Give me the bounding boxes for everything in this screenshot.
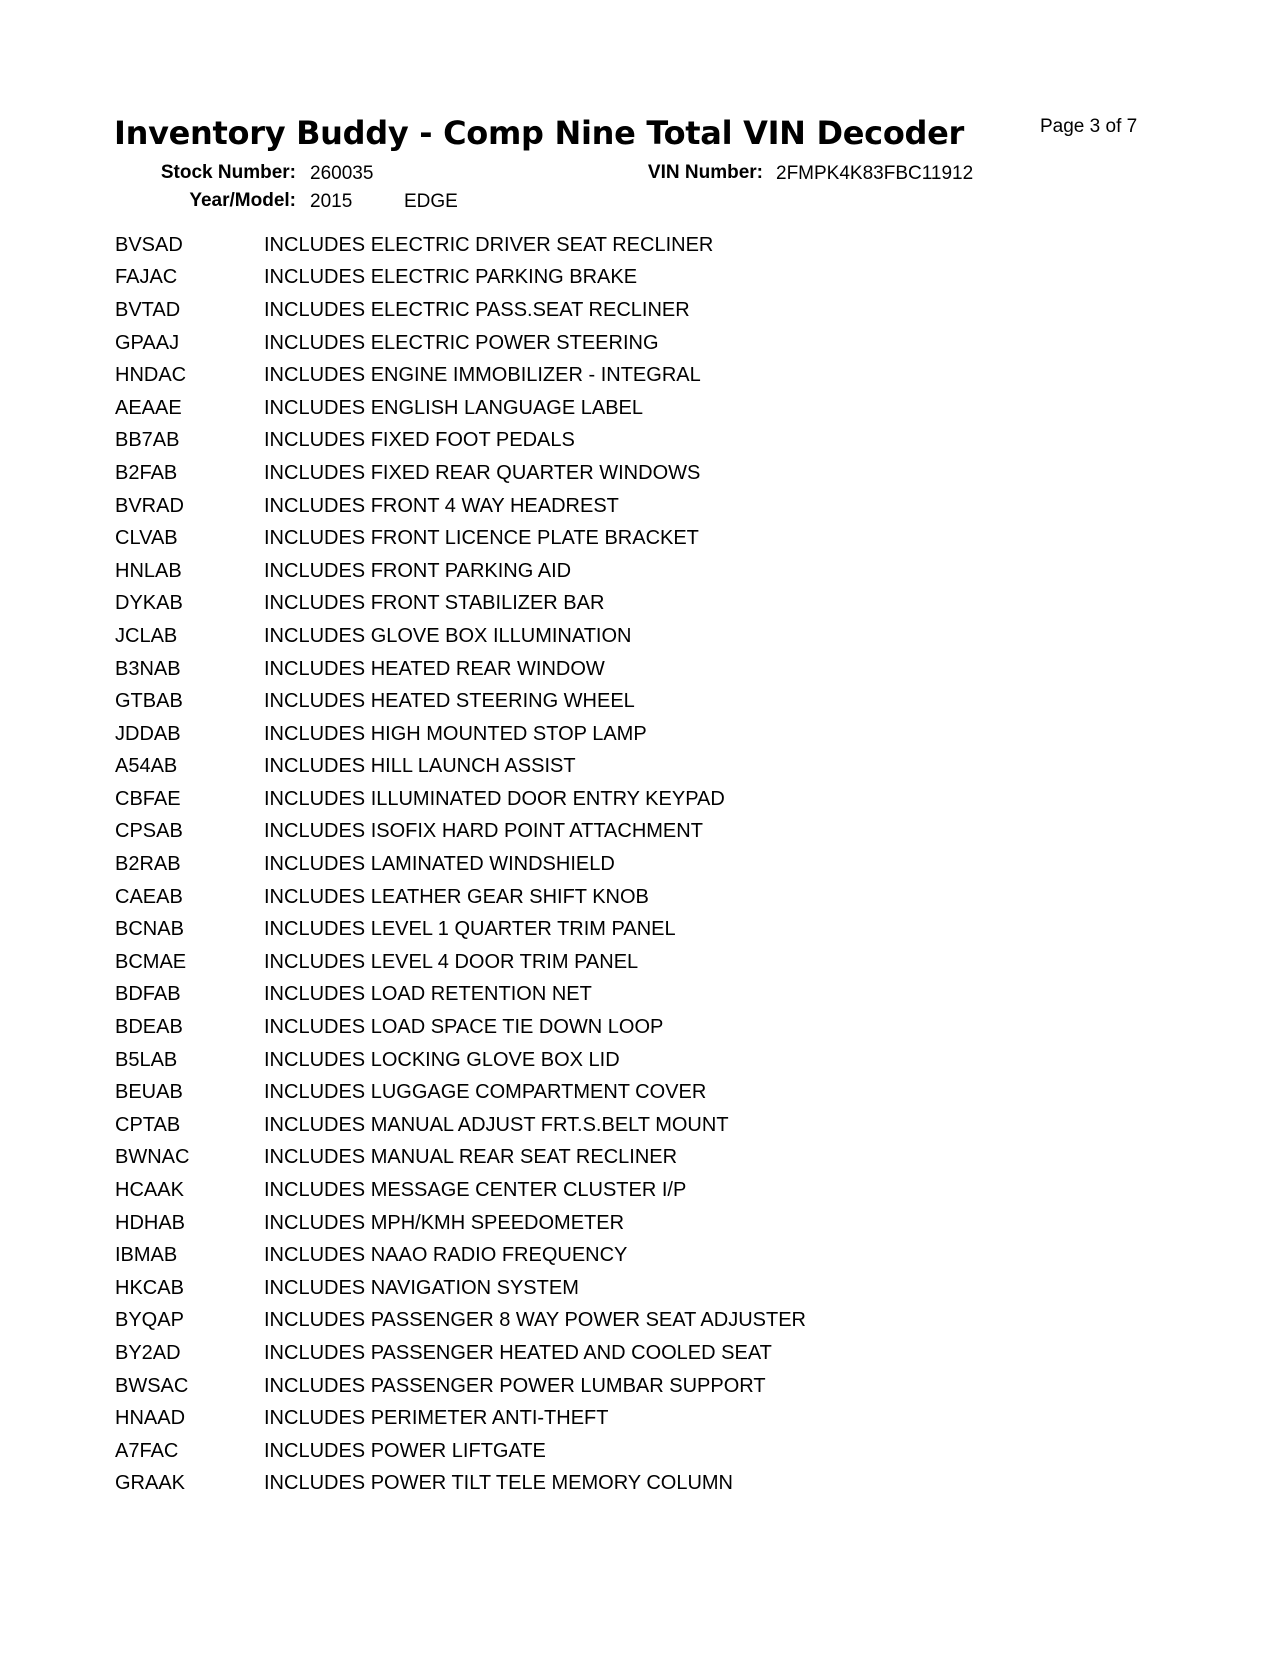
option-code: CPTAB <box>115 1113 181 1136</box>
option-code: IBMAB <box>115 1244 178 1267</box>
option-description: INCLUDES LEATHER GEAR SHIFT KNOB <box>264 885 649 908</box>
option-code: BY2AD <box>115 1341 181 1364</box>
option-row <box>115 522 806 555</box>
option-row <box>115 229 806 262</box>
option-row <box>115 783 806 816</box>
option-description: INCLUDES FRONT 4 WAY HEADREST <box>264 494 619 517</box>
option-code: CAEAB <box>115 885 183 908</box>
option-code: BWSAC <box>115 1374 189 1397</box>
option-code: BWNAC <box>115 1146 190 1169</box>
option-code: BCMAE <box>115 950 187 973</box>
option-code: AEAAE <box>115 396 182 419</box>
stock-number-label: Stock Number: <box>160 162 296 183</box>
option-code: BB7AB <box>115 429 180 452</box>
option-row <box>115 425 806 458</box>
option-row <box>115 1402 806 1435</box>
option-description: INCLUDES ELECTRIC PARKING BRAKE <box>264 266 638 289</box>
option-code: GPAAJ <box>115 331 180 354</box>
option-description: INCLUDES FRONT PARKING AID <box>264 559 572 582</box>
option-row <box>115 979 806 1012</box>
option-row <box>115 1109 806 1142</box>
option-description: INCLUDES PASSENGER HEATED AND COOLED SEAT <box>264 1341 772 1364</box>
option-description: INCLUDES PERIMETER ANTI-THEFT <box>264 1407 609 1430</box>
option-row <box>115 1044 806 1077</box>
option-row <box>115 1076 806 1109</box>
option-row <box>115 588 806 621</box>
option-code: JDDAB <box>115 722 181 745</box>
option-row <box>115 1207 806 1240</box>
option-code: B2FAB <box>115 461 178 484</box>
page-number: Page 3 of 7 <box>1040 116 1138 137</box>
option-row <box>115 359 806 392</box>
option-code: GTBAB <box>115 690 183 713</box>
option-code: HNAAD <box>115 1407 186 1430</box>
model-value: EDGE <box>404 191 458 212</box>
option-row <box>115 1305 806 1338</box>
option-code: BDFAB <box>115 983 181 1006</box>
option-row <box>115 1239 806 1272</box>
option-description: INCLUDES GLOVE BOX ILLUMINATION <box>264 624 632 647</box>
option-row <box>115 620 806 653</box>
vin-number-value: 2FMPK4K83FBC11912 <box>776 163 974 184</box>
option-row <box>115 1468 806 1501</box>
year-value: 2015 <box>310 191 353 212</box>
option-row <box>115 881 806 914</box>
option-description: INCLUDES ISOFIX HARD POINT ATTACHMENT <box>264 820 703 843</box>
option-code: HKCAB <box>115 1276 184 1299</box>
option-description: INCLUDES ELECTRIC DRIVER SEAT RECLINER <box>264 233 714 256</box>
option-description: INCLUDES FRONT STABILIZER BAR <box>264 592 605 615</box>
option-row <box>115 718 806 751</box>
option-code: FAJAC <box>115 266 178 289</box>
option-description: INCLUDES PASSENGER POWER LUMBAR SUPPORT <box>264 1374 766 1397</box>
option-code: CPSAB <box>115 820 183 843</box>
option-code: HCAAK <box>115 1179 184 1202</box>
option-description: INCLUDES PASSENGER 8 WAY POWER SEAT ADJUSTER <box>264 1309 806 1332</box>
option-code: GRAAK <box>115 1472 186 1495</box>
option-row <box>115 848 806 881</box>
option-code: CBFAE <box>115 787 181 810</box>
option-row <box>115 946 806 979</box>
option-row <box>115 555 806 588</box>
option-row <box>115 653 806 686</box>
option-row <box>115 751 806 784</box>
option-description: INCLUDES LUGGAGE COMPARTMENT COVER <box>264 1081 707 1104</box>
option-description: INCLUDES HIGH MOUNTED STOP LAMP <box>264 722 647 745</box>
option-row <box>115 294 806 327</box>
option-code: B3NAB <box>115 657 181 680</box>
option-description: INCLUDES MANUAL ADJUST FRT.S.BELT MOUNT <box>264 1113 729 1136</box>
option-description: INCLUDES NAAO RADIO FREQUENCY <box>264 1244 628 1267</box>
option-code: BVRAD <box>115 494 184 517</box>
option-code: BVSAD <box>115 233 183 256</box>
option-code-list <box>115 229 806 1500</box>
option-description: INCLUDES LOAD RETENTION NET <box>264 983 592 1006</box>
year-model-label: Year/Model: <box>189 190 296 211</box>
option-description: INCLUDES MESSAGE CENTER CLUSTER I/P <box>264 1179 687 1202</box>
stock-number-value: 260035 <box>310 163 374 184</box>
option-row <box>115 262 806 295</box>
option-description: INCLUDES POWER LIFTGATE <box>264 1439 546 1462</box>
option-row <box>115 1370 806 1403</box>
option-code: CLVAB <box>115 527 178 550</box>
option-description: INCLUDES LOAD SPACE TIE DOWN LOOP <box>264 1016 664 1039</box>
option-row <box>115 327 806 360</box>
option-description: INCLUDES NAVIGATION SYSTEM <box>264 1276 579 1299</box>
option-description: INCLUDES FIXED REAR QUARTER WINDOWS <box>264 461 701 484</box>
option-row <box>115 392 806 425</box>
option-description: INCLUDES LEVEL 4 DOOR TRIM PANEL <box>264 950 639 973</box>
option-description: INCLUDES HEATED REAR WINDOW <box>264 657 605 680</box>
option-code: A7FAC <box>115 1439 179 1462</box>
option-code: BCNAB <box>115 918 184 941</box>
option-code: HNLAB <box>115 559 182 582</box>
option-row <box>115 1337 806 1370</box>
option-row <box>115 913 806 946</box>
option-description: INCLUDES ENGINE IMMOBILIZER - INTEGRAL <box>264 364 701 387</box>
option-description: INCLUDES MANUAL REAR SEAT RECLINER <box>264 1146 678 1169</box>
option-code: JCLAB <box>115 624 178 647</box>
option-description: INCLUDES LOCKING GLOVE BOX LID <box>264 1048 620 1071</box>
option-description: INCLUDES POWER TILT TELE MEMORY COLUMN <box>264 1472 733 1495</box>
option-code: BEUAB <box>115 1081 183 1104</box>
option-row <box>115 457 806 490</box>
option-row <box>115 1272 806 1305</box>
option-row <box>115 1011 806 1044</box>
option-code: B5LAB <box>115 1048 178 1071</box>
option-description: INCLUDES HILL LAUNCH ASSIST <box>264 755 576 778</box>
option-description: INCLUDES HEATED STEERING WHEEL <box>264 690 635 713</box>
option-code: BYQAP <box>115 1309 184 1332</box>
option-row <box>115 1142 806 1175</box>
option-description: INCLUDES ILLUMINATED DOOR ENTRY KEYPAD <box>264 787 725 810</box>
option-description: INCLUDES ELECTRIC PASS.SEAT RECLINER <box>264 298 690 321</box>
option-description: INCLUDES ELECTRIC POWER STEERING <box>264 331 659 354</box>
option-description: INCLUDES FIXED FOOT PEDALS <box>264 429 575 452</box>
option-row <box>115 1174 806 1207</box>
option-description: INCLUDES MPH/KMH SPEEDOMETER <box>264 1211 625 1234</box>
vin-number-label: VIN Number: <box>647 162 763 183</box>
option-code: BVTAD <box>115 298 181 321</box>
option-row <box>115 1435 806 1468</box>
option-row <box>115 816 806 849</box>
option-code: B2RAB <box>115 853 181 876</box>
option-row <box>115 490 806 523</box>
option-description: INCLUDES FRONT LICENCE PLATE BRACKET <box>264 527 699 550</box>
option-code: HDHAB <box>115 1211 186 1234</box>
option-description: INCLUDES LAMINATED WINDSHIELD <box>264 853 615 876</box>
option-code: A54AB <box>115 755 178 778</box>
page-title: Inventory Buddy - Comp Nine Total VIN Decoder <box>114 114 965 152</box>
option-code: HNDAC <box>115 364 187 387</box>
option-code: BDEAB <box>115 1016 183 1039</box>
option-row <box>115 685 806 718</box>
option-description: INCLUDES ENGLISH LANGUAGE LABEL <box>264 396 644 419</box>
option-code: DYKAB <box>115 592 183 615</box>
option-description: INCLUDES LEVEL 1 QUARTER TRIM PANEL <box>264 918 676 941</box>
